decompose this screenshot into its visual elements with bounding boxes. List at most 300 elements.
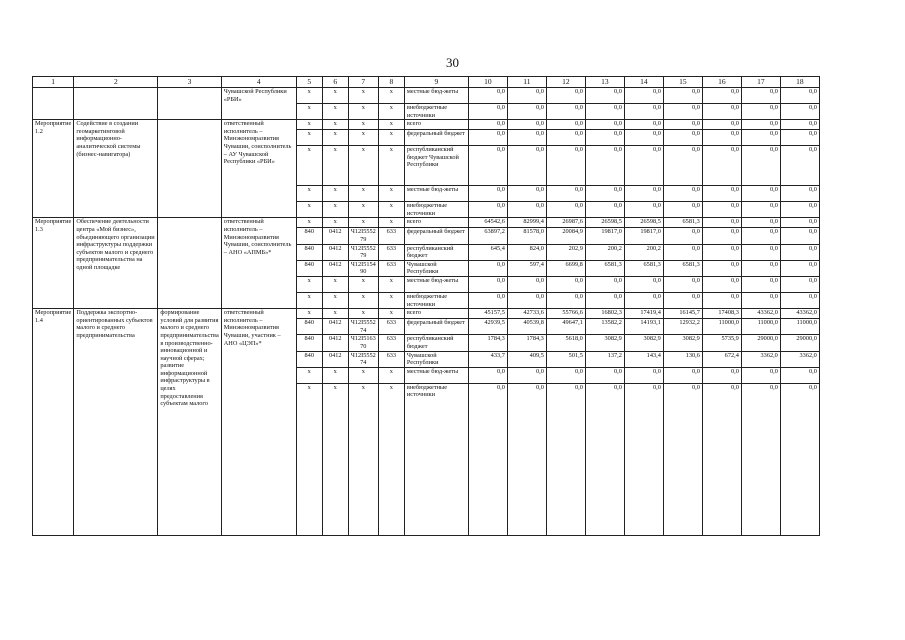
amount-cell: 0,0 xyxy=(663,88,702,104)
expected-result xyxy=(158,88,221,120)
code-target: Ч12I5154 90 xyxy=(348,260,378,276)
amount-cell: 0,0 xyxy=(624,104,663,120)
amount-cell: 597,4 xyxy=(507,260,546,276)
amount-cell: 5618,0 xyxy=(546,335,585,351)
amount-cell: 0,0 xyxy=(585,367,624,383)
code-section: x xyxy=(322,104,348,120)
amount-cell: 0,0 xyxy=(741,218,780,228)
code-grbs: 840 xyxy=(296,351,322,367)
amount-cell: 81578,0 xyxy=(507,228,546,244)
amount-cell: 3362,0 xyxy=(741,351,780,367)
code-expense: 633 xyxy=(378,319,404,335)
amount-cell: 137,2 xyxy=(585,351,624,367)
funding-source: местные бюд-жеты xyxy=(404,186,468,202)
amount-cell: 0,0 xyxy=(507,130,546,146)
funding-source: Чувашской Республики xyxy=(404,260,468,276)
event-name: Поддержка экспортно-ориентированных субъектов малого и среднего предпринимательства xyxy=(74,309,158,536)
amount-cell: 0,0 xyxy=(702,146,741,186)
amount-cell: 0,0 xyxy=(663,104,702,120)
amount-cell: 6581,3 xyxy=(663,260,702,276)
funding-source: Чувашской Республики xyxy=(404,351,468,367)
column-header: 15 xyxy=(663,77,702,88)
amount-cell: 26987,6 xyxy=(546,218,585,228)
amount-cell: 16802,3 xyxy=(585,309,624,319)
code-expense: 633 xyxy=(378,244,404,260)
amount-cell: 6581,3 xyxy=(663,218,702,228)
amount-cell: 0,0 xyxy=(546,292,585,308)
code-expense: 633 xyxy=(378,351,404,367)
column-header: 4 xyxy=(221,77,296,88)
code-grbs: x xyxy=(296,202,322,218)
amount-cell: 0,0 xyxy=(663,367,702,383)
code-expense: x xyxy=(378,309,404,319)
budget-table xyxy=(32,76,820,536)
amount-cell: 3362,0 xyxy=(780,351,819,367)
amount-cell: 0,0 xyxy=(780,383,819,535)
funding-source: местные бюд-жеты xyxy=(404,88,468,104)
amount-cell: 0,0 xyxy=(507,120,546,130)
code-section: x xyxy=(322,88,348,104)
amount-cell: 0,0 xyxy=(585,186,624,202)
amount-cell: 0,0 xyxy=(741,228,780,244)
executor: Чувашской Республики «РБИ» xyxy=(221,88,296,120)
code-expense: x xyxy=(378,367,404,383)
table-row xyxy=(33,218,820,228)
code-section: 0412 xyxy=(322,244,348,260)
amount-cell: 0,0 xyxy=(663,244,702,260)
amount-cell: 0,0 xyxy=(468,202,507,218)
amount-cell: 143,4 xyxy=(624,351,663,367)
amount-cell: 6581,3 xyxy=(624,260,663,276)
code-expense: 633 xyxy=(378,260,404,276)
amount-cell: 0,0 xyxy=(780,186,819,202)
amount-cell: 0,0 xyxy=(624,367,663,383)
code-section: x xyxy=(322,383,348,535)
amount-cell: 3082,9 xyxy=(585,335,624,351)
amount-cell: 824,0 xyxy=(507,244,546,260)
code-grbs: x xyxy=(296,218,322,228)
amount-cell: 0,0 xyxy=(702,292,741,308)
amount-cell: 0,0 xyxy=(780,276,819,292)
amount-cell: 0,0 xyxy=(546,276,585,292)
code-expense: x xyxy=(378,130,404,146)
code-expense: x xyxy=(378,120,404,130)
amount-cell: 45157,5 xyxy=(468,309,507,319)
column-header: 18 xyxy=(780,77,819,88)
column-header: 17 xyxy=(741,77,780,88)
code-target: x xyxy=(348,186,378,202)
funding-source: республиканский бюджет xyxy=(404,335,468,351)
code-target: x xyxy=(348,367,378,383)
amount-cell: 0,0 xyxy=(702,186,741,202)
amount-cell: 14193,1 xyxy=(624,319,663,335)
amount-cell: 0,0 xyxy=(585,276,624,292)
amount-cell: 0,0 xyxy=(624,383,663,535)
code-target: x xyxy=(348,130,378,146)
code-target: Ч12I5552 74 xyxy=(348,351,378,367)
amount-cell: 13582,2 xyxy=(585,319,624,335)
amount-cell: 0,0 xyxy=(702,367,741,383)
executor: ответственный исполнитель – Минэкономразвития Чувашии, участник – АНО «ЦЭП»* xyxy=(221,309,296,536)
amount-cell: 0,0 xyxy=(624,276,663,292)
amount-cell: 0,0 xyxy=(546,383,585,535)
code-section: 0412 xyxy=(322,260,348,276)
funding-source: всего xyxy=(404,120,468,130)
code-expense: x xyxy=(378,146,404,186)
amount-cell: 433,7 xyxy=(468,351,507,367)
amount-cell: 0,0 xyxy=(546,130,585,146)
amount-cell: 0,0 xyxy=(507,202,546,218)
amount-cell: 0,0 xyxy=(585,88,624,104)
amount-cell: 0,0 xyxy=(585,130,624,146)
column-header: 5 xyxy=(296,77,322,88)
amount-cell: 0,0 xyxy=(663,292,702,308)
amount-cell: 11000,0 xyxy=(780,319,819,335)
amount-cell: 0,0 xyxy=(624,146,663,186)
amount-cell: 0,0 xyxy=(780,228,819,244)
code-grbs: x xyxy=(296,309,322,319)
amount-cell: 0,0 xyxy=(468,276,507,292)
code-section: 0412 xyxy=(322,351,348,367)
funding-source: внебюджетные источники xyxy=(404,383,468,535)
code-section: 0412 xyxy=(322,228,348,244)
funding-source: местные бюд-жеты xyxy=(404,276,468,292)
amount-cell: 0,0 xyxy=(702,130,741,146)
amount-cell: 0,0 xyxy=(585,146,624,186)
code-expense: x xyxy=(378,202,404,218)
code-grbs: x xyxy=(296,130,322,146)
amount-cell: 0,0 xyxy=(780,202,819,218)
amount-cell: 0,0 xyxy=(468,383,507,535)
funding-source: федеральный бюджет xyxy=(404,228,468,244)
amount-cell: 0,0 xyxy=(741,383,780,535)
amount-cell: 49647,1 xyxy=(546,319,585,335)
amount-cell: 0,0 xyxy=(468,292,507,308)
amount-cell: 0,0 xyxy=(546,104,585,120)
code-target: Ч12I5163 70 xyxy=(348,335,378,351)
code-expense: 633 xyxy=(378,228,404,244)
amount-cell: 0,0 xyxy=(468,146,507,186)
amount-cell: 26598,5 xyxy=(624,218,663,228)
amount-cell: 409,5 xyxy=(507,351,546,367)
amount-cell: 0,0 xyxy=(663,130,702,146)
event-number: Мероприятие 1.4 xyxy=(33,309,74,536)
amount-cell: 0,0 xyxy=(663,146,702,186)
amount-cell: 19817,0 xyxy=(624,228,663,244)
amount-cell: 20084,9 xyxy=(546,228,585,244)
amount-cell: 0,0 xyxy=(780,104,819,120)
funding-source: местные бюд-жеты xyxy=(404,367,468,383)
amount-cell: 17408,3 xyxy=(702,309,741,319)
amount-cell: 0,0 xyxy=(663,276,702,292)
code-target: Ч12I5552 74 xyxy=(348,319,378,335)
amount-cell: 0,0 xyxy=(702,202,741,218)
amount-cell: 1784,3 xyxy=(507,335,546,351)
code-target: Ч12I5552 79 xyxy=(348,228,378,244)
code-grbs: 840 xyxy=(296,260,322,276)
amount-cell: 200,2 xyxy=(624,244,663,260)
code-grbs: 840 xyxy=(296,335,322,351)
code-section: x xyxy=(322,146,348,186)
amount-cell: 0,0 xyxy=(468,367,507,383)
code-expense: x xyxy=(378,186,404,202)
column-header: 10 xyxy=(468,77,507,88)
funding-source: федеральный бюджет xyxy=(404,319,468,335)
amount-cell: 0,0 xyxy=(507,104,546,120)
amount-cell: 0,0 xyxy=(702,244,741,260)
code-target: x xyxy=(348,120,378,130)
amount-cell: 672,4 xyxy=(702,351,741,367)
amount-cell: 202,9 xyxy=(546,244,585,260)
amount-cell: 26598,5 xyxy=(585,218,624,228)
funding-source: всего xyxy=(404,309,468,319)
amount-cell: 0,0 xyxy=(624,88,663,104)
funding-source: всего xyxy=(404,218,468,228)
code-section: 0412 xyxy=(322,319,348,335)
code-target: x xyxy=(348,88,378,104)
amount-cell: 0,0 xyxy=(546,186,585,202)
code-section: x xyxy=(322,292,348,308)
amount-cell: 0,0 xyxy=(702,276,741,292)
expected-result xyxy=(158,120,221,218)
column-header: 7 xyxy=(348,77,378,88)
code-grbs: x xyxy=(296,276,322,292)
amount-cell: 0,0 xyxy=(507,276,546,292)
amount-cell: 16145,7 xyxy=(663,309,702,319)
event-name: Обеспечение деятельности центра «Мой бизнес», объединяющего организации инфраструктуры поддержки субъектов малого и среднего предпринимательства на одной площадке xyxy=(74,218,158,309)
executor: ответственный исполнитель – Минэкономразвития Чувашии, соисполнитель – АУ Чувашской Республики «РБИ» xyxy=(221,120,296,218)
amount-cell: 501,5 xyxy=(546,351,585,367)
amount-cell: 0,0 xyxy=(585,202,624,218)
amount-cell: 11000,0 xyxy=(741,319,780,335)
code-section: x xyxy=(322,309,348,319)
amount-cell: 6581,3 xyxy=(585,260,624,276)
amount-cell: 43362,0 xyxy=(741,309,780,319)
code-grbs: x xyxy=(296,383,322,535)
amount-cell: 0,0 xyxy=(507,88,546,104)
code-target: x xyxy=(348,309,378,319)
code-section: x xyxy=(322,120,348,130)
code-section: x xyxy=(322,367,348,383)
amount-cell: 0,0 xyxy=(702,228,741,244)
amount-cell: 43362,0 xyxy=(780,309,819,319)
column-header: 16 xyxy=(702,77,741,88)
amount-cell: 200,2 xyxy=(585,244,624,260)
column-header: 14 xyxy=(624,77,663,88)
column-header: 2 xyxy=(74,77,158,88)
amount-cell: 0,0 xyxy=(468,120,507,130)
amount-cell: 0,0 xyxy=(624,130,663,146)
code-expense: x xyxy=(378,104,404,120)
code-target: x xyxy=(348,146,378,186)
amount-cell: 0,0 xyxy=(702,104,741,120)
column-header: 6 xyxy=(322,77,348,88)
amount-cell: 0,0 xyxy=(507,383,546,535)
code-grbs: 840 xyxy=(296,244,322,260)
amount-cell: 0,0 xyxy=(741,130,780,146)
funding-source: республиканский бюджет Чувашской Республики xyxy=(404,146,468,186)
amount-cell: 11000,0 xyxy=(702,319,741,335)
amount-cell: 82999,4 xyxy=(507,218,546,228)
amount-cell: 0,0 xyxy=(468,104,507,120)
funding-source: внебюджетные источники xyxy=(404,104,468,120)
amount-cell: 0,0 xyxy=(741,202,780,218)
amount-cell: 0,0 xyxy=(780,120,819,130)
amount-cell: 0,0 xyxy=(663,202,702,218)
amount-cell: 1784,3 xyxy=(468,335,507,351)
amount-cell: 0,0 xyxy=(546,146,585,186)
amount-cell: 0,0 xyxy=(741,292,780,308)
amount-cell: 0,0 xyxy=(585,292,624,308)
amount-cell: 0,0 xyxy=(663,186,702,202)
amount-cell: 0,0 xyxy=(741,244,780,260)
amount-cell: 0,0 xyxy=(780,130,819,146)
table-body xyxy=(33,77,820,536)
amount-cell: 0,0 xyxy=(468,130,507,146)
column-header: 11 xyxy=(507,77,546,88)
amount-cell: 0,0 xyxy=(624,186,663,202)
amount-cell: 3082,9 xyxy=(663,335,702,351)
amount-cell: 42939,5 xyxy=(468,319,507,335)
amount-cell: 0,0 xyxy=(780,292,819,308)
code-section: x xyxy=(322,218,348,228)
code-target: x xyxy=(348,276,378,292)
code-grbs: x xyxy=(296,186,322,202)
column-header: 13 xyxy=(585,77,624,88)
event-number: Мероприятие 1.3 xyxy=(33,218,74,309)
table-row xyxy=(33,309,820,319)
code-target: x xyxy=(348,292,378,308)
code-grbs: x xyxy=(296,146,322,186)
code-expense: x xyxy=(378,276,404,292)
amount-cell: 0,0 xyxy=(546,367,585,383)
amount-cell: 0,0 xyxy=(624,292,663,308)
code-section: x xyxy=(322,276,348,292)
amount-cell: 0,0 xyxy=(624,120,663,130)
amount-cell: 0,0 xyxy=(585,383,624,535)
code-expense: 633 xyxy=(378,335,404,351)
amount-cell: 0,0 xyxy=(741,104,780,120)
amount-cell: 0,0 xyxy=(507,146,546,186)
amount-cell: 0,0 xyxy=(780,146,819,186)
amount-cell: 0,0 xyxy=(663,228,702,244)
amount-cell: 0,0 xyxy=(741,367,780,383)
amount-cell: 0,0 xyxy=(741,120,780,130)
amount-cell: 5735,9 xyxy=(702,335,741,351)
amount-cell: 0,0 xyxy=(780,218,819,228)
column-header: 1 xyxy=(33,77,74,88)
event-name xyxy=(74,88,158,120)
code-section: x xyxy=(322,202,348,218)
amount-cell: 0,0 xyxy=(780,260,819,276)
amount-cell: 0,0 xyxy=(585,120,624,130)
column-header: 12 xyxy=(546,77,585,88)
code-target: Ч12I5552 79 xyxy=(348,244,378,260)
amount-cell: 130,6 xyxy=(663,351,702,367)
code-target: x xyxy=(348,202,378,218)
amount-cell: 0,0 xyxy=(741,146,780,186)
amount-cell: 0,0 xyxy=(468,186,507,202)
amount-cell: 29000,0 xyxy=(780,335,819,351)
amount-cell: 0,0 xyxy=(741,88,780,104)
code-expense: x xyxy=(378,383,404,535)
amount-cell: 0,0 xyxy=(741,186,780,202)
amount-cell: 645,4 xyxy=(468,244,507,260)
column-header: 9 xyxy=(404,77,468,88)
code-grbs: x xyxy=(296,367,322,383)
amount-cell: 0,0 xyxy=(702,218,741,228)
amount-cell: 55766,6 xyxy=(546,309,585,319)
amount-cell: 63897,2 xyxy=(468,228,507,244)
table-row xyxy=(33,120,820,130)
code-grbs: 840 xyxy=(296,319,322,335)
code-expense: x xyxy=(378,88,404,104)
code-grbs: x xyxy=(296,104,322,120)
code-grbs: x xyxy=(296,292,322,308)
amount-cell: 0,0 xyxy=(546,88,585,104)
amount-cell: 0,0 xyxy=(663,383,702,535)
amount-cell: 0,0 xyxy=(468,88,507,104)
event-name: Содействие в создании геомаркетинговой информационно-аналитической системы (бизнес-навигатора) xyxy=(74,120,158,218)
code-target: x xyxy=(348,218,378,228)
amount-cell: 0,0 xyxy=(507,367,546,383)
amount-cell: 0,0 xyxy=(741,276,780,292)
amount-cell: 42733,6 xyxy=(507,309,546,319)
amount-cell: 0,0 xyxy=(546,202,585,218)
code-expense: x xyxy=(378,218,404,228)
code-expense: x xyxy=(378,292,404,308)
amount-cell: 0,0 xyxy=(702,383,741,535)
amount-cell: 0,0 xyxy=(546,120,585,130)
amount-cell: 12932,2 xyxy=(663,319,702,335)
amount-cell: 0,0 xyxy=(702,88,741,104)
funding-source: республиканский бюджет xyxy=(404,244,468,260)
amount-cell: 40539,8 xyxy=(507,319,546,335)
code-target: x xyxy=(348,104,378,120)
amount-cell: 6699,8 xyxy=(546,260,585,276)
code-grbs: x xyxy=(296,120,322,130)
expected-result xyxy=(158,218,221,309)
amount-cell: 0,0 xyxy=(780,244,819,260)
code-grbs: x xyxy=(296,88,322,104)
amount-cell: 0,0 xyxy=(507,186,546,202)
page-number: 30 xyxy=(446,55,459,70)
column-header: 3 xyxy=(158,77,221,88)
amount-cell: 0,0 xyxy=(468,260,507,276)
amount-cell: 0,0 xyxy=(507,292,546,308)
funding-source: внебюджетные источники xyxy=(404,202,468,218)
amount-cell: 0,0 xyxy=(702,120,741,130)
amount-cell: 0,0 xyxy=(780,88,819,104)
amount-cell: 19817,0 xyxy=(585,228,624,244)
column-header: 8 xyxy=(378,77,404,88)
amount-cell: 0,0 xyxy=(663,120,702,130)
code-grbs: 840 xyxy=(296,228,322,244)
funding-source: внебюджетные источники xyxy=(404,292,468,308)
code-section: x xyxy=(322,186,348,202)
event-number: Мероприятие 1.2 xyxy=(33,120,74,218)
amount-cell: 29000,0 xyxy=(741,335,780,351)
code-target: x xyxy=(348,383,378,535)
event-number xyxy=(33,88,74,120)
amount-cell: 0,0 xyxy=(741,260,780,276)
table-row xyxy=(33,88,820,104)
funding-source: федеральный бюджет xyxy=(404,130,468,146)
amount-cell: 0,0 xyxy=(585,104,624,120)
code-section: 0412 xyxy=(322,335,348,351)
amount-cell: 3082,9 xyxy=(624,335,663,351)
amount-cell: 0,0 xyxy=(780,367,819,383)
